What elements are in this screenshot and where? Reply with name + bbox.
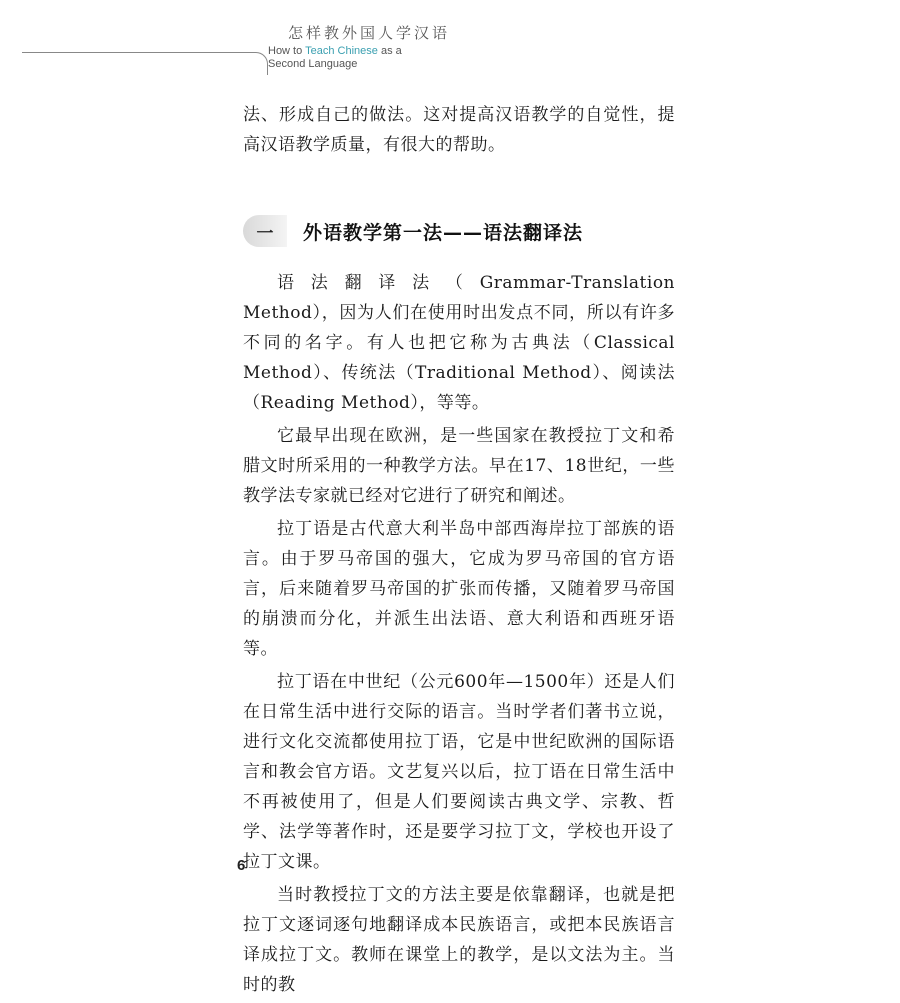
- intro-text-block: [243, 100, 675, 163]
- page-number: 6: [237, 857, 246, 874]
- header-rule: [22, 52, 246, 53]
- running-header-title: 怎样教外国人学汉语: [288, 24, 451, 42]
- running-header-subtitle: [268, 45, 468, 71]
- header-rule-curve: [245, 52, 268, 75]
- subtitle-line2: Second Language: [268, 58, 358, 70]
- paragraph: 语法翻译法（Grammar-Translation Method），因为人们在使用时出发点不同，所以有许多不同的名字。有人也把它称为古典法（Classical Method）、传统法（Traditional Method）、阅读法（Reading Method），等等。: [243, 273, 675, 413]
- paragraph: 它最早出现在欧洲，是一些国家在教授拉丁文和希腊文时所采用的一种教学方法。早在17、18世纪，一些教学法专家就已经对它进行了研究和阐述。: [243, 426, 675, 506]
- subtitle-prefix: How to: [268, 45, 303, 57]
- paragraph: 拉丁语是古代意大利半岛中部西海岸拉丁部族的语言。由于罗马帝国的强大，它成为罗马帝国的官方语言，后来随着罗马帝国的扩张而传播，又随着罗马帝国的崩溃而分化，并派生出法语、意大利语和西班牙语等。: [243, 519, 675, 659]
- subtitle-suffix: as a: [380, 45, 402, 57]
- section-title: 外语教学第一法——语法翻译法: [303, 221, 584, 244]
- section-heading: [243, 215, 583, 247]
- subtitle-highlight: Teach Chinese: [305, 45, 378, 57]
- main-text-block: [243, 268, 675, 1003]
- intro-paragraph: 法、形成自己的做法。这对提高汉语教学的自觉性，提高汉语教学质量，有很大的帮助。: [243, 105, 675, 155]
- paragraph: 当时教授拉丁文的方法主要是依靠翻译，也就是把拉丁文逐词逐句地翻译成本民族语言，或把本民族语言译成拉丁文。教师在课堂上的教学，是以文法为主。当时的教: [243, 885, 675, 995]
- section-number-badge: 一: [243, 215, 287, 247]
- paragraph: 拉丁语在中世纪（公元600年—1500年）还是人们在日常生活中进行交际的语言。当时学者们著书立说，进行文化交流都使用拉丁语，它是中世纪欧洲的国际语言和教会官方语。文艺复兴以后，拉丁语在日常生活中不再被使用了，但是人们要阅读古典文学、宗教、哲学、法学等著作时，还是要学习拉丁文，学校也开设了拉丁文课。: [243, 672, 675, 872]
